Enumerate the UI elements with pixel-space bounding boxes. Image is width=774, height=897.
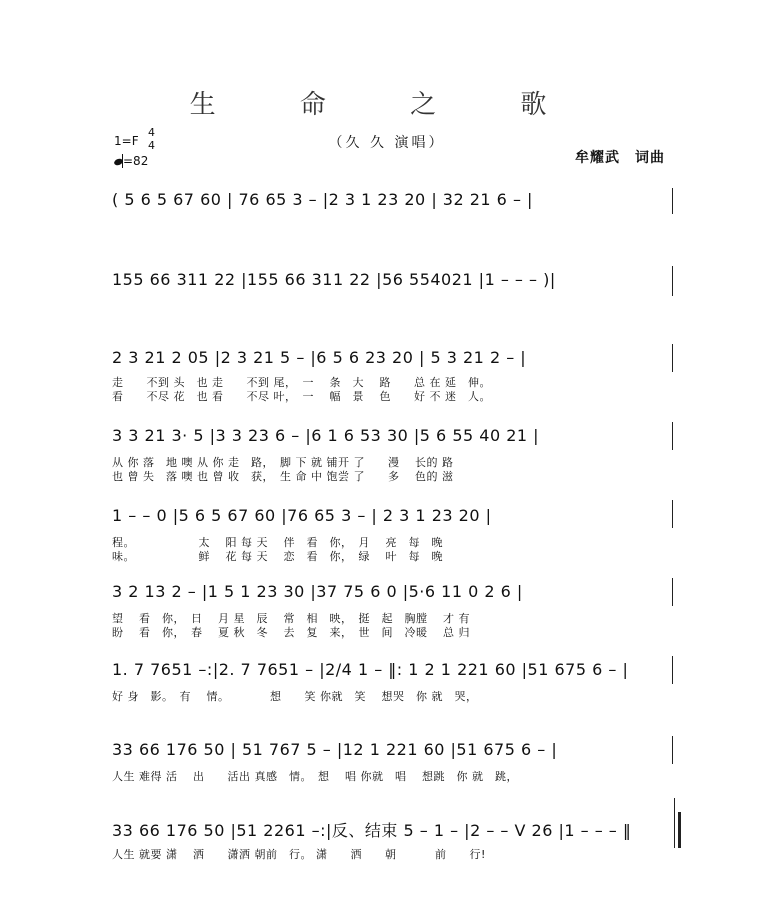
time-signature: [148, 126, 155, 152]
lyric-row-5-verse-1: 程。 太 阳 每 天 伴 看 你， 月 亮 每 晚: [112, 536, 443, 549]
lyric-row-6-verse-1: 望 看 你， 日 月 星 辰 常 相 映， 挺 起 胸膛 才 有: [112, 612, 470, 625]
final-barline-thick: [678, 812, 681, 848]
tempo-marking: [114, 154, 148, 168]
score-row-1: ( 5 6 5 67 60 | 76 65 3 – |2 3 1 23 20 | 32 21 6 – |: [112, 190, 533, 209]
singer-credit: （久 久 演唱）: [328, 135, 446, 151]
song-title: 生 命 之 歌: [189, 90, 585, 120]
lyric-row-5-verse-2: 味。 鲜 花 每 天 恋 看 你， 绿 叶 每 晚: [112, 550, 443, 563]
time-signature-top: 4: [148, 126, 155, 139]
barline: [672, 422, 673, 450]
lyric-row-3-verse-1: 走 不到 头 也 走 不到 尾， 一 条 大 路 总 在 延 伸。: [112, 376, 491, 389]
score-row-6: 3 2 13 2 – |1 5 1 23 30 |37 75 6 0 |5·6 11 0 2 6 |: [112, 582, 523, 601]
lyric-row-4-verse-2: 也 曾 失 落 噢 也 曾 收 获， 生 命 中 饱尝 了 多 色的 滋: [112, 470, 454, 483]
score-row-7: 1. 7 7651 –:|2. 7 7651 – |2/4 1 – ‖: 1 2 1 221 60 |51 675 6 – |: [112, 660, 629, 679]
lyric-row-6-verse-2: 盼 看 你， 春 夏 秋 冬 去 复 来， 世 间 冷暖 总 归: [112, 626, 470, 639]
lyric-row-8: 人生 难得 活 出 活出 真感 情。 想 唱 你就 唱 想跳 你 就 跳，: [112, 770, 518, 783]
score-row-4: 3 3 21 3· 5 |3 3 23 6 – |6 1 6 53 30 |5 6 55 40 21 |: [112, 426, 540, 445]
lyric-row-9: 人生 就要 潇 洒 潇洒 朝前 行。 潇 洒 朝 前 行!: [112, 848, 486, 861]
key-signature: 1=F: [114, 134, 139, 148]
barline: [672, 656, 673, 684]
lyric-row-4-verse-1: 从 你 落 地 噢 从 你 走 路， 脚 下 就 铺开 了 漫 长的 路: [112, 456, 454, 469]
lyric-row-3-verse-2: 看 不尽 花 也 看 不尽 叶， 一 幅 景 色 好 不 迷 人。: [112, 390, 491, 403]
score-row-5: 1 – – 0 |5 6 5 67 60 |76 65 3 – | 2 3 1 23 20 |: [112, 506, 492, 525]
lyric-row-7: 好 身 影。 有 情。 想 笑 你就 笑 想哭 你 就 哭，: [112, 690, 478, 703]
barline: [672, 266, 673, 296]
barline: [672, 188, 673, 214]
barline: [672, 578, 673, 606]
barline: [672, 736, 673, 764]
score-row-2: 155 66 311 22 |155 66 311 22 |56 554021 |1 – – – )|: [112, 270, 556, 289]
score-row-8: 33 66 176 50 | 51 767 5 – |12 1 221 60 |51 675 6 – |: [112, 740, 558, 759]
final-barline: [674, 798, 675, 848]
barline: [672, 500, 673, 528]
barline: [672, 344, 673, 372]
author-credit: 牟耀武 词曲: [575, 150, 665, 166]
score-row-9: 33 66 176 50 |51 2261 –:|反、结束 5 – 1 – |2 – – V 26 |1 – – – ‖: [112, 821, 632, 840]
score-row-3: 2 3 21 2 05 |2 3 21 5 – |6 5 6 23 20 | 5 3 21 2 – |: [112, 348, 527, 367]
time-signature-bottom: 4: [148, 139, 155, 152]
tempo-value: =82: [123, 154, 149, 168]
